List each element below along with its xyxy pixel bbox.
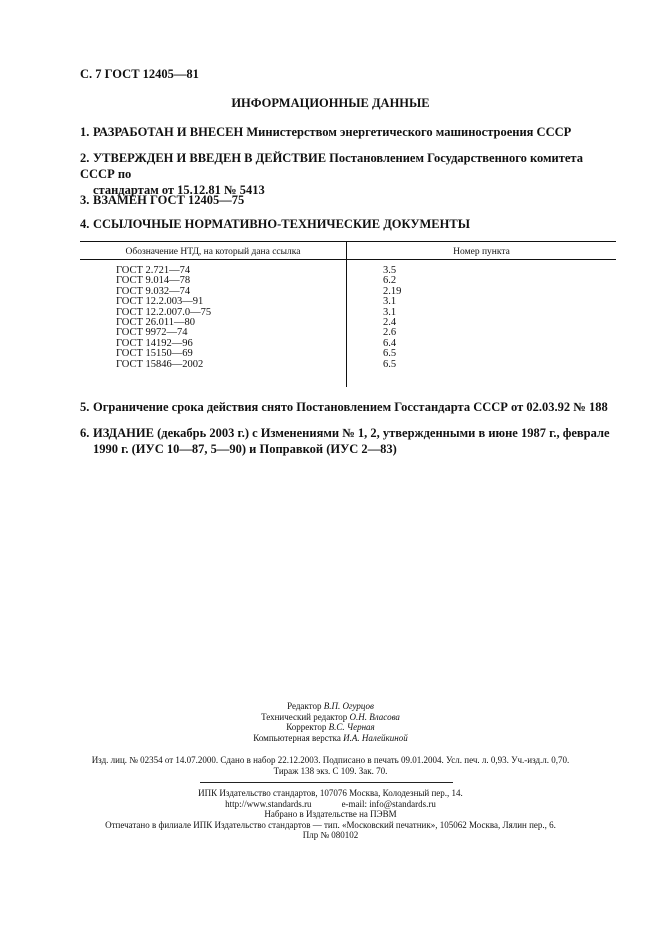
credit-name: О.Н. Власова [349, 711, 400, 722]
item-number: 3. [80, 193, 90, 207]
item-text: ССЫЛОЧНЫЕ НОРМАТИВНО-ТЕХНИЧЕСКИЕ ДОКУМЕНТЫ [93, 217, 470, 231]
credit-role: Технический редактор [261, 711, 348, 722]
imprint-divider [200, 782, 453, 783]
info-item-1 [80, 124, 620, 140]
table-cell-document: ГОСТ 26.011—80 [116, 316, 196, 328]
item-number: 6. [80, 426, 90, 440]
print-info-line: Тираж 138 экз. С 109. Зак. 70. [273, 765, 388, 776]
reference-documents-table [80, 241, 616, 387]
item-number: 5. [80, 400, 90, 414]
publisher-block [0, 788, 661, 841]
credit-name: В.П. Огурцов [323, 701, 374, 711]
table-column-clauses [383, 266, 401, 370]
table-cell-clause: 6.5 [383, 358, 397, 370]
credit-name: В.С. Черная [328, 722, 375, 732]
credit-line [0, 722, 661, 733]
publisher-email[interactable]: e-mail: info@standards.ru [341, 798, 436, 809]
page-header: С. 7 ГОСТ 12405—81 [80, 67, 199, 81]
info-item-4 [80, 216, 620, 232]
table-cell-document: ГОСТ 15150—69 [116, 348, 193, 360]
table-column-documents [116, 266, 211, 370]
item-text-continued: стандартам от 15.12.81 № 5413 [93, 183, 265, 197]
credit-line [0, 712, 661, 723]
table-header-clause: Номер пункта [453, 247, 510, 257]
item-number: 1. [80, 125, 90, 139]
item-text: Ограничение срока действия снято Постановлением Госстандарта СССР от 02.03.92 № 188 [93, 400, 608, 414]
info-item-6 [80, 425, 620, 457]
info-item-2 [80, 150, 620, 198]
item-text: ВЗАМЕН ГОСТ 12405—75 [93, 193, 245, 207]
table-cell-clause: 2.4 [383, 316, 397, 328]
item-text: УТВЕРЖДЕН И ВВЕДЕН В ДЕЙСТВИЕ Постановлением Государственного комитета СССР по [80, 151, 583, 181]
item-text-continued: 1990 г. (ИУС 10—87, 5—90) и Поправкой (ИУС 2—83) [93, 442, 397, 456]
table-column-divider [346, 241, 347, 387]
table-cell-document: ГОСТ 9.014—78 [116, 275, 191, 287]
table-cell-document: ГОСТ 2.721—74 [116, 265, 191, 276]
table-top-rule [80, 241, 616, 242]
info-item-3 [80, 192, 620, 208]
publisher-printer: Отпечатано в филиале ИПК Издательство стандартов — тип. «Московский печатник», 105062 Москва, Лялин пер., 6. [105, 819, 556, 830]
table-cell-clause: 2.6 [383, 327, 397, 339]
credits-block [0, 701, 661, 743]
table-cell-document: ГОСТ 9.032—74 [116, 285, 191, 297]
info-item-5 [80, 399, 620, 415]
table-cell-document: ГОСТ 12.2.007.0—75 [116, 306, 212, 318]
publisher-license: Плр № 080102 [302, 830, 359, 840]
credit-line [0, 701, 661, 712]
item-text: РАЗРАБОТАН И ВНЕСЕН Министерством энергетического машиностроения СССР [93, 125, 572, 139]
table-cell-clause: 6.4 [383, 337, 397, 349]
item-text: ИЗДАНИЕ (декабрь 2003 г.) с Изменениями № 1, 2, утвержденными в июне 1987 г., феврале [93, 426, 610, 440]
credit-role: Компьютерная верстка [253, 732, 341, 743]
credit-name: И.А. Налейкиной [343, 732, 408, 743]
table-cell-document: ГОСТ 12.2.003—91 [116, 296, 204, 308]
table-cell-clause: 6.5 [383, 348, 397, 360]
item-number: 2. [80, 151, 90, 165]
publisher-address: ИПК Издательство стандартов, 107076 Москва, Колодезный пер., 14. [198, 788, 463, 798]
table-cell-document: ГОСТ 9972—74 [116, 327, 188, 339]
publisher-website[interactable]: http://www.standards.ru [225, 798, 312, 809]
publisher-contacts [0, 799, 661, 810]
table-cell-document: ГОСТ 14192—96 [116, 337, 193, 349]
table-header-rule [80, 259, 616, 260]
table-cell-clause: 3.1 [383, 296, 397, 308]
table-header-document: Обозначение НТД, на который дана ссылка [125, 247, 301, 257]
print-info-block [0, 755, 661, 776]
table-cell-clause: 6.2 [383, 275, 397, 287]
credit-line [0, 733, 661, 744]
credit-role: Редактор [287, 701, 322, 711]
table-cell-document: ГОСТ 15846—2002 [116, 358, 204, 370]
publisher-typeset: Набрано в Издательстве на ПЭВМ [264, 809, 397, 819]
table-cell-clause: 3.1 [383, 306, 397, 318]
credit-role: Корректор [286, 722, 327, 732]
item-number: 4. [80, 217, 90, 231]
table-cell-clause: 2.19 [383, 285, 402, 297]
print-info-line: Изд. лиц. № 02354 от 14.07.2000. Сдано в набор 22.12.2003. Подписано в печать 09.01.2004. Усл. печ. л. 0,93. Уч.-изд.л. 0,70. [91, 755, 570, 765]
section-title: ИНФОРМАЦИОННЫЕ ДАННЫЕ [231, 96, 430, 110]
table-cell-clause: 3.5 [383, 265, 397, 276]
